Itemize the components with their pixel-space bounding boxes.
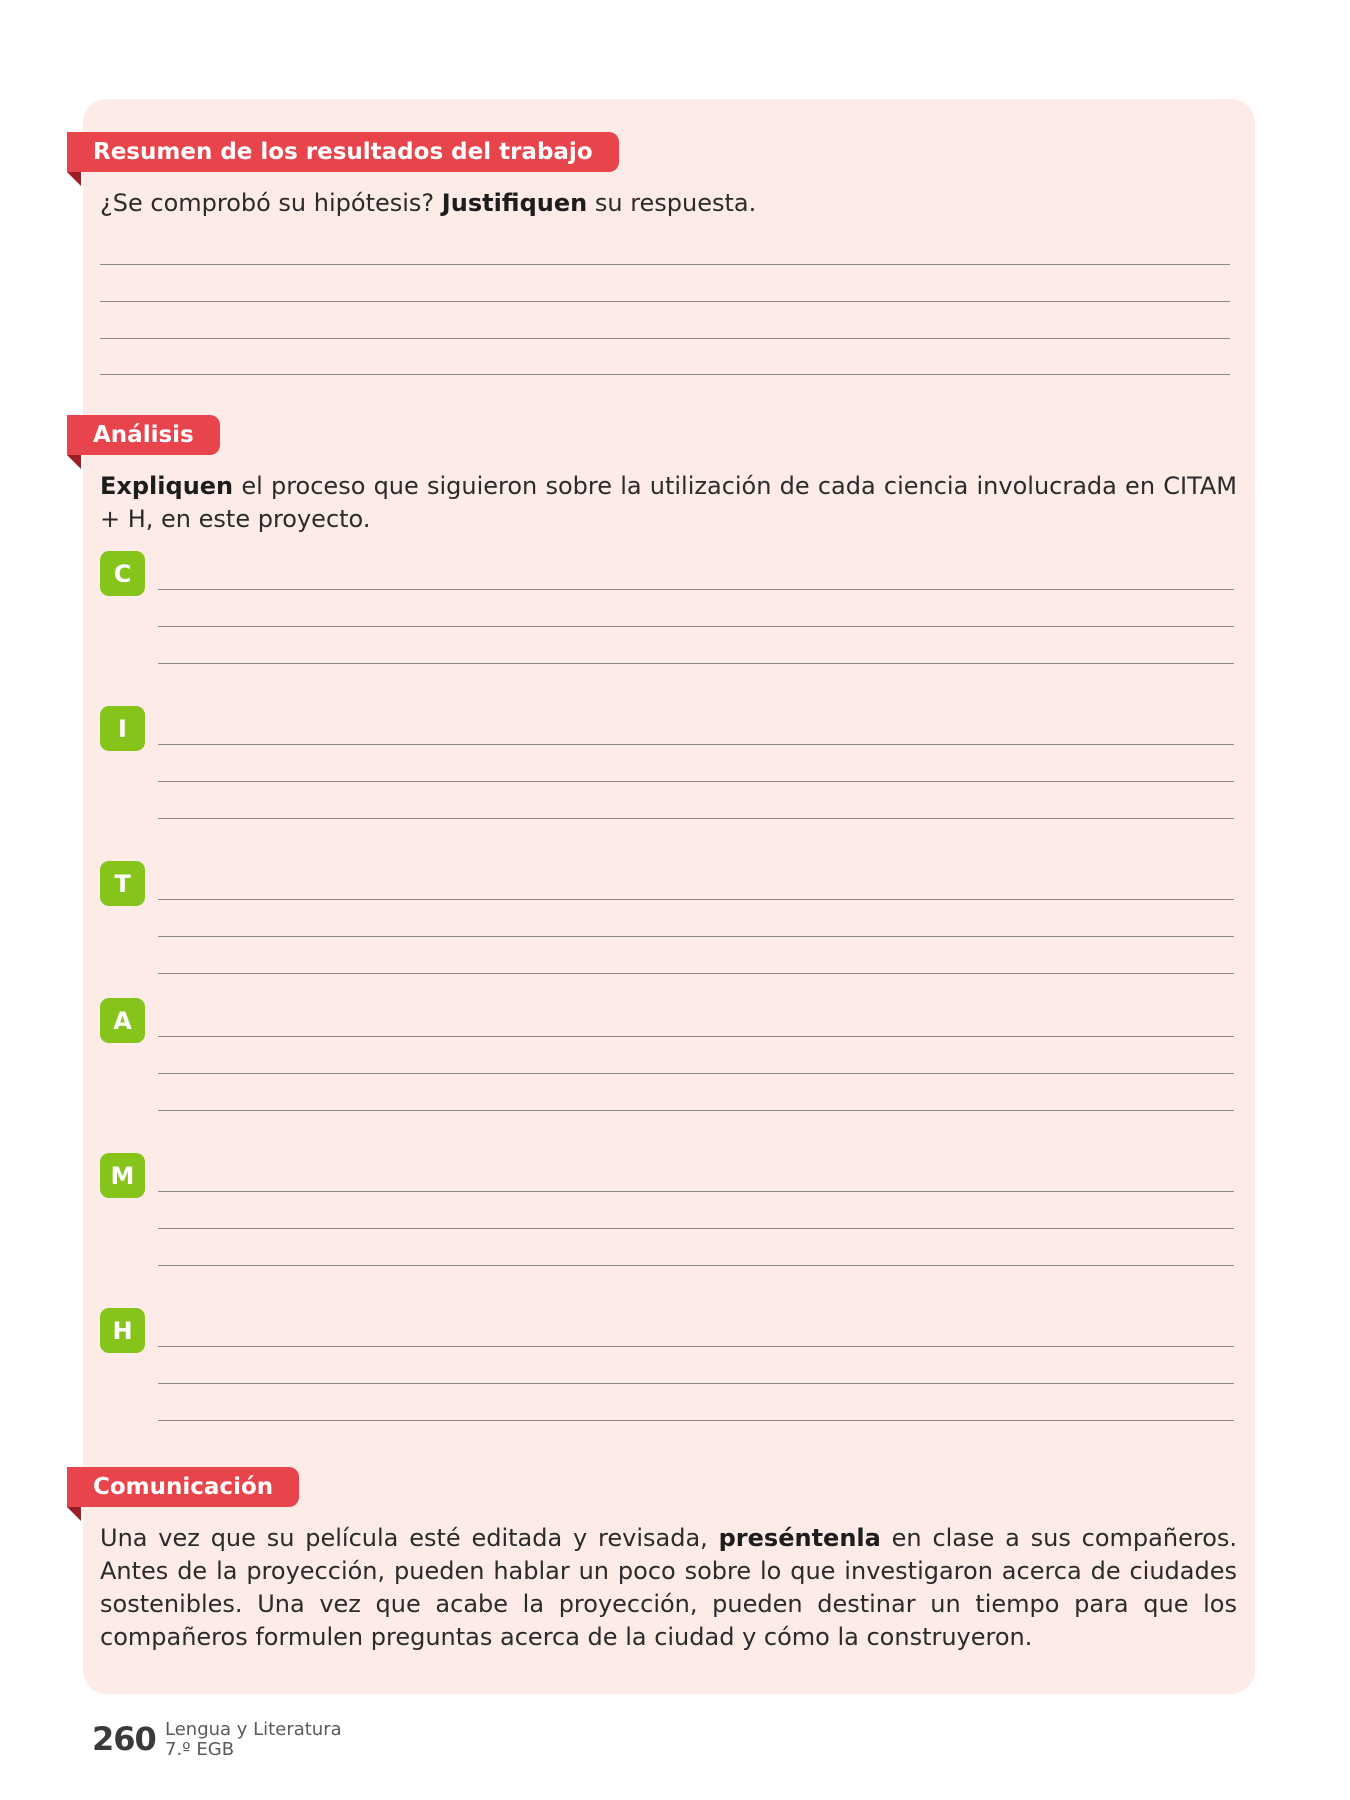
communication-text: Una vez que su película esté editada y revisada, preséntenla en clase a sus compañeros. Antes de la proyección, pueden hablar un poco sobre lo que investigaron acerca de ciudades sostenibles. Una vez que acabe la proyección, pueden destinar un tiempo para que los compañeros formulen preguntas acerca de la ciudad y cómo la construyeron. xyxy=(100,1524,1238,1651)
summary-heading: Resumen de los resultados del trabajo xyxy=(67,132,619,172)
arts-badge-a: A xyxy=(100,998,145,1043)
answer-line[interactable] xyxy=(100,264,1230,265)
answer-line[interactable] xyxy=(158,744,1234,745)
answer-line[interactable] xyxy=(158,899,1234,900)
math-badge-m: M xyxy=(100,1153,145,1198)
answer-line[interactable] xyxy=(158,1420,1234,1421)
answer-line[interactable] xyxy=(158,1383,1234,1384)
technology-badge-i: I xyxy=(100,706,145,751)
answer-line[interactable] xyxy=(158,1073,1234,1074)
summary-question: ¿Se comprobó su hipótesis? Justifiquen su respuesta. xyxy=(100,189,757,217)
answer-line[interactable] xyxy=(100,374,1230,375)
answer-line[interactable] xyxy=(158,589,1234,590)
technology-badge-t: T xyxy=(100,861,145,906)
footer-grade: 7.º EGB xyxy=(165,1739,235,1760)
footer-subject: Lengua y Literatura xyxy=(165,1719,342,1740)
answer-line[interactable] xyxy=(158,1036,1234,1037)
answer-line[interactable] xyxy=(158,1265,1234,1266)
answer-line[interactable] xyxy=(158,973,1234,974)
analysis-heading: Análisis xyxy=(67,415,220,455)
answer-line[interactable] xyxy=(158,1110,1234,1111)
answer-line[interactable] xyxy=(158,781,1234,782)
answer-line[interactable] xyxy=(100,338,1230,339)
answer-line[interactable] xyxy=(158,1191,1234,1192)
answer-line[interactable] xyxy=(158,626,1234,627)
answer-line[interactable] xyxy=(158,1346,1234,1347)
answer-line[interactable] xyxy=(158,936,1234,937)
communication-heading: Comunicación xyxy=(67,1467,299,1507)
humanities-badge-h: H xyxy=(100,1308,145,1353)
answer-line[interactable] xyxy=(158,1228,1234,1229)
page-number: 260 xyxy=(92,1720,156,1758)
analysis-instruction: Expliquen el proceso que siguieron sobre la utilización de cada ciencia involucrada en CITAM + H, en este proyecto. xyxy=(100,472,1237,533)
science-badge-c: C xyxy=(100,551,145,596)
answer-line[interactable] xyxy=(158,818,1234,819)
answer-line[interactable] xyxy=(158,663,1234,664)
answer-line[interactable] xyxy=(100,301,1230,302)
